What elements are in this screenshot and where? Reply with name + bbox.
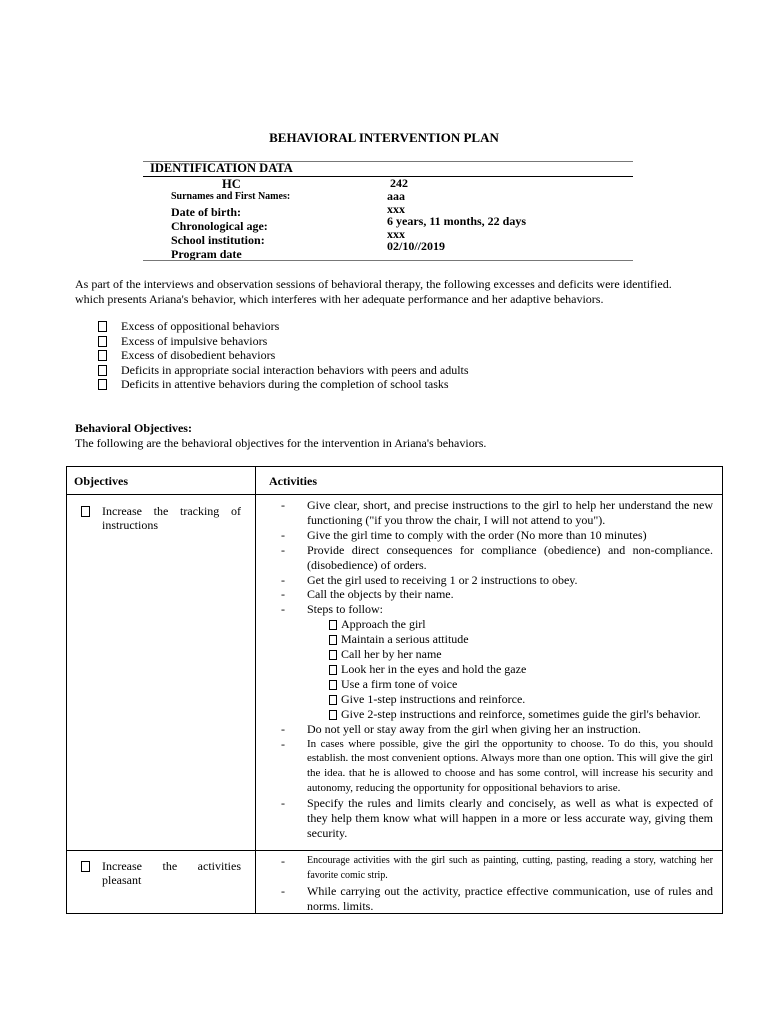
checkbox-icon [98,379,107,390]
checkbox-icon [329,635,337,645]
activity-item: - Give clear, short, and precise instructions to the girl to help her understand the new functioning ("if you throw the chair, I will not attend to you"). [281,498,713,527]
id-bottom-rule [143,260,633,261]
list-item: Excess of oppositional behaviors [98,319,469,334]
table-column-divider [255,467,256,913]
activity-item: - Provide direct consequences for compliance (obedience) and non-compliance. (disobedience) of orders. [281,542,713,572]
checkbox-icon [98,336,107,347]
checkbox-icon [81,861,90,872]
intro-line-2: which presents Ariana's behavior, which interferes with her adequate performance and her adaptive behaviors. [75,291,604,306]
objective-cell: Increase the activities pleasant [81,859,241,887]
activity-item: - Specify the rules and limits clearly and concisely, as well as what is expected of they help them know what will happen in a more or less accurate way, giving them security. [281,796,713,840]
step-item: Maintain a serious attitude [281,632,713,647]
intro-line-1: As part of the interviews and observation sessions of behavioral therapy, the following excesses and deficits were identified. [75,277,672,291]
activity-item: - In cases where possible, give the girl the opportunity to choose. To do this, you should establish. the most convenient options. Always more than one option. This will give the girl the idea. that he is allowed to choose and has some control, will increase his security and autonomy, reducing the opportunity for oppositional behaviors to arise. [281,736,713,795]
id-value-names: aaa [387,189,405,203]
checkbox-icon [81,506,90,517]
step-item: Call her by her name [281,647,713,662]
id-label-names: Surnames and First Names: [171,191,291,202]
id-label-dob: Date of birth: [171,205,241,219]
step-item: Look her in the eyes and hold the gaze [281,662,713,677]
step-item: Give 2-step instructions and reinforce, sometimes guide the girl's behavior. [281,707,713,722]
objective-cell: Increase the tracking of instructions [81,504,241,532]
id-label-age: Chronological age: [171,219,268,233]
list-item: Excess of impulsive behaviors [98,334,469,349]
deficit-list [98,319,469,392]
activity-item: - Get the girl used to receiving 1 or 2 instructions to obey. [281,572,578,587]
checkbox-icon [329,695,337,705]
checkbox-icon [98,321,107,332]
checkbox-icon [98,350,107,361]
step-item: Give 1-step instructions and reinforce. [281,692,713,707]
hc-value: 242 [390,176,408,190]
activity-item: - Steps to follow: [281,602,384,617]
objectives-section-title: Behavioral Objectives: [75,421,192,435]
hc-label: HC [222,177,241,191]
id-value-age: 6 years, 11 months, 22 days [387,214,527,228]
identification-header: IDENTIFICATION DATA [150,161,293,175]
activities-cell [281,498,713,841]
table-row-rule [67,850,722,851]
checkbox-icon [329,680,337,690]
activities-cell [281,854,713,914]
list-item: Deficits in appropriate social interaction behaviors with peers and adults [98,363,469,378]
step-item: Use a firm tone of voice [281,677,713,692]
list-item: Deficits in attentive behaviors during the completion of school tasks [98,377,469,392]
id-value-program-date: 02/10//2019 [387,239,446,253]
header-objectives: Objectives [74,474,128,488]
objectives-section-intro: The following are the behavioral objectives for the intervention in Ariana's behaviors. [75,436,487,450]
objectives-table [66,466,723,914]
header-activities: Activities [269,474,317,488]
activity-item: - Call the objects by their name. [281,587,454,602]
id-label-school: School institution: [171,233,265,247]
activity-item: - Encourage activities with the girl such as painting, cutting, pasting, reading a story, watching her favorite comic strip. [281,854,713,881]
id-header-rule [143,176,633,177]
page-title: BEHAVIORAL INTERVENTION PLAN [269,130,499,145]
activity-item: - Do not yell or stay away from the girl when giving her an instruction. [281,721,641,736]
checkbox-icon [329,620,337,630]
intro-paragraph [75,277,715,306]
id-value-school: xxx [387,227,405,241]
checkbox-icon [329,710,337,720]
checkbox-icon [329,650,337,660]
id-value-dob: xxx [387,202,405,216]
checkbox-icon [98,365,107,376]
activity-item: - Give the girl time to comply with the order (No more than 10 minutes) [281,527,647,542]
step-item: Approach the girl [281,617,713,632]
list-item: Excess of disobedient behaviors [98,348,469,363]
id-label-program-date: Program date [171,247,242,261]
table-header-rule [67,494,722,495]
activity-item: - While carrying out the activity, practice effective communication, use of rules and norms. limits. [281,883,713,913]
checkbox-icon [329,665,337,675]
